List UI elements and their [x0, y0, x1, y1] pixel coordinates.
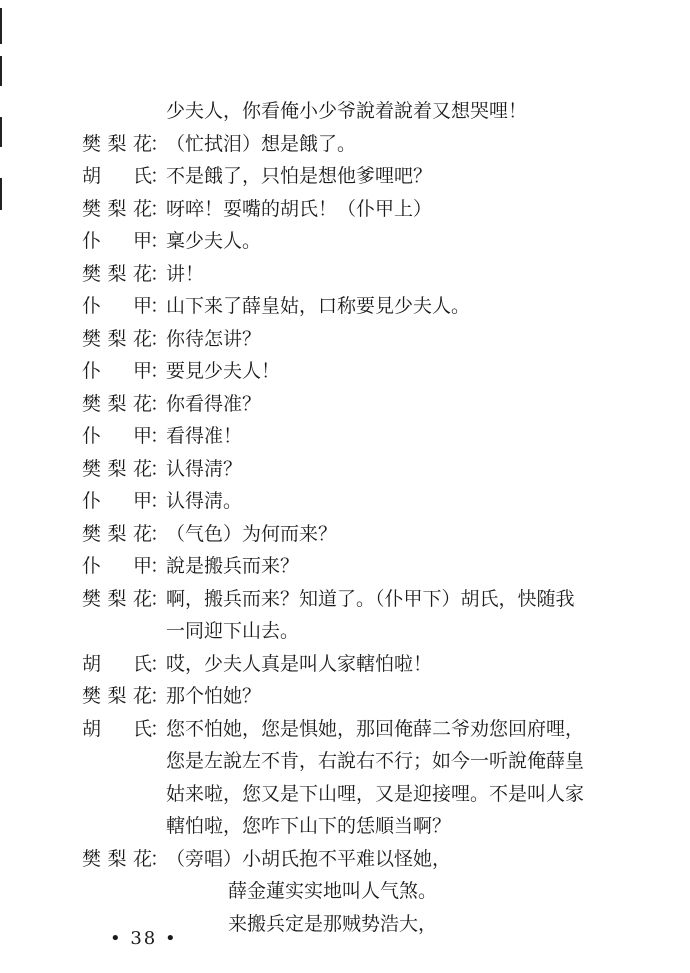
speech-text: 哎，少夫人真是叫人家轄怕啦！	[166, 652, 433, 675]
speaker-name: 樊梨花	[82, 457, 152, 480]
dialogue-line	[0, 713, 690, 746]
speech-text: 讲！	[166, 262, 205, 285]
speech-text: （忙拭泪）想是餓了。	[166, 132, 357, 155]
speaker-colon: ：	[150, 165, 170, 187]
speech-text: 稟少夫人。	[166, 230, 262, 252]
speaker-name: 胡氏	[82, 717, 152, 740]
speech-text: 說是搬兵而来？	[166, 555, 300, 577]
continuation-text: 少夫人，你看俺小少爷說着說着又想哭哩！	[166, 100, 528, 122]
dialogue-line	[0, 453, 690, 486]
verse-line: 来搬兵定是那贼势浩大，	[228, 912, 438, 935]
dialogue-line	[0, 518, 690, 551]
dialogue-line	[0, 583, 690, 616]
dialogue-line	[0, 160, 690, 193]
dialogue-line	[0, 778, 690, 811]
speaker-name: 仆甲	[82, 425, 152, 447]
speech-text: 您不怕她，您是惧她，那回俺薛二爷劝您回府哩，	[166, 717, 585, 740]
speech-text: 认得淸？	[166, 457, 243, 480]
speaker-colon: ：	[150, 490, 170, 512]
dialogue-line	[0, 128, 690, 161]
continuation-text: 轄怕啦，您咋下山下的恁順当啊？	[166, 815, 452, 837]
dialogue-line	[0, 908, 690, 941]
dialogue-line	[0, 648, 690, 681]
continuation-text: 您是左說左不肯，右說右不行；如今一听說俺薛皇	[166, 750, 585, 772]
speaker-colon: ：	[150, 360, 170, 382]
speaker-colon: ：	[150, 327, 170, 350]
speaker-colon: ：	[150, 197, 170, 220]
verse-line: 薛金蓮实实地叫人气煞。	[228, 880, 438, 902]
dialogue-line	[0, 615, 690, 648]
dialogue-line	[0, 680, 690, 713]
continuation-text: 姑来啦，您又是下山哩，又是迎接哩。不是叫人家	[166, 782, 585, 805]
dialogue-line	[0, 550, 690, 583]
speaker-colon: ：	[150, 295, 170, 317]
speaker-name: 樊梨花	[82, 522, 152, 545]
speech-text: （气色）为何而来？	[166, 522, 338, 545]
speech-text: 山下来了薛皇姑，口称要見少夫人。	[166, 295, 471, 317]
speaker-colon: ：	[150, 652, 170, 675]
speaker-colon: ：	[150, 392, 170, 415]
speaker-colon: ：	[150, 587, 170, 610]
dialogue-line	[0, 745, 690, 778]
dialogue-line	[0, 388, 690, 421]
speech-text: 要見少夫人！	[166, 360, 281, 382]
dialogue-line	[0, 875, 690, 908]
speaker-colon: ：	[150, 457, 170, 480]
dialogue-line	[0, 355, 690, 388]
dialogue-line	[0, 420, 690, 453]
dialogue-line	[0, 258, 690, 291]
speaker-name: 胡氏	[82, 165, 152, 187]
speaker-colon: ：	[150, 717, 170, 740]
speech-text: 那个怕她？	[166, 685, 262, 707]
dialogue-line	[0, 843, 690, 876]
speaker-name: 樊梨花	[82, 587, 152, 610]
left-edge-mark	[0, 56, 2, 86]
dialogue-line	[0, 95, 690, 128]
dialogue-line	[0, 225, 690, 258]
speaker-name: 仆甲	[82, 490, 152, 512]
speaker-name: 仆甲	[82, 555, 152, 577]
speaker-name: 仆甲	[82, 295, 152, 317]
continuation-text: 一同迎下山去。	[166, 620, 300, 642]
dialogue-line	[0, 193, 690, 226]
speaker-name: 仆甲	[82, 360, 152, 382]
dialogue-line	[0, 485, 690, 518]
speech-text: 你看得准？	[166, 392, 262, 415]
speaker-name: 樊梨花	[82, 327, 152, 350]
dialogue-line	[0, 323, 690, 356]
speaker-name: 樊梨花	[82, 847, 152, 870]
dialogue-line	[0, 290, 690, 323]
speaker-name: 樊梨花	[82, 262, 152, 285]
speech-text: 看得准！	[166, 425, 243, 447]
speaker-colon: ：	[150, 262, 170, 285]
script-text	[0, 95, 690, 940]
speaker-colon: ：	[150, 132, 170, 155]
speaker-name: 樊梨花	[82, 132, 152, 155]
dialogue-line	[0, 810, 690, 843]
speech-text: 你待怎讲？	[166, 327, 262, 350]
speaker-name: 仆甲	[82, 230, 152, 252]
speech-text: 啊，搬兵而来？知道了。（仆甲下）胡氏，快随我	[166, 587, 575, 610]
speech-text: 认得淸。	[166, 490, 243, 512]
speech-text: （旁唱）小胡氏抱不平难以怪她，	[166, 847, 452, 870]
speech-text: 呀啐！耍嘴的胡氏！（仆甲上）	[166, 197, 433, 220]
speaker-name: 樊梨花	[82, 197, 152, 220]
left-edge-mark	[0, 8, 2, 44]
speech-text: 不是餓了，只怕是想他爹哩吧？	[166, 165, 433, 187]
speaker-name: 樊梨花	[82, 685, 152, 707]
speaker-colon: ：	[150, 522, 170, 545]
speaker-colon: ：	[150, 685, 170, 707]
speaker-name: 胡氏	[82, 652, 152, 675]
speaker-colon: ：	[150, 425, 170, 447]
speaker-name: 樊梨花	[82, 392, 152, 415]
page-number: • 38 •	[110, 928, 178, 949]
speaker-colon: ：	[150, 847, 170, 870]
speaker-colon: ：	[150, 555, 170, 577]
speaker-colon: ：	[150, 230, 170, 252]
